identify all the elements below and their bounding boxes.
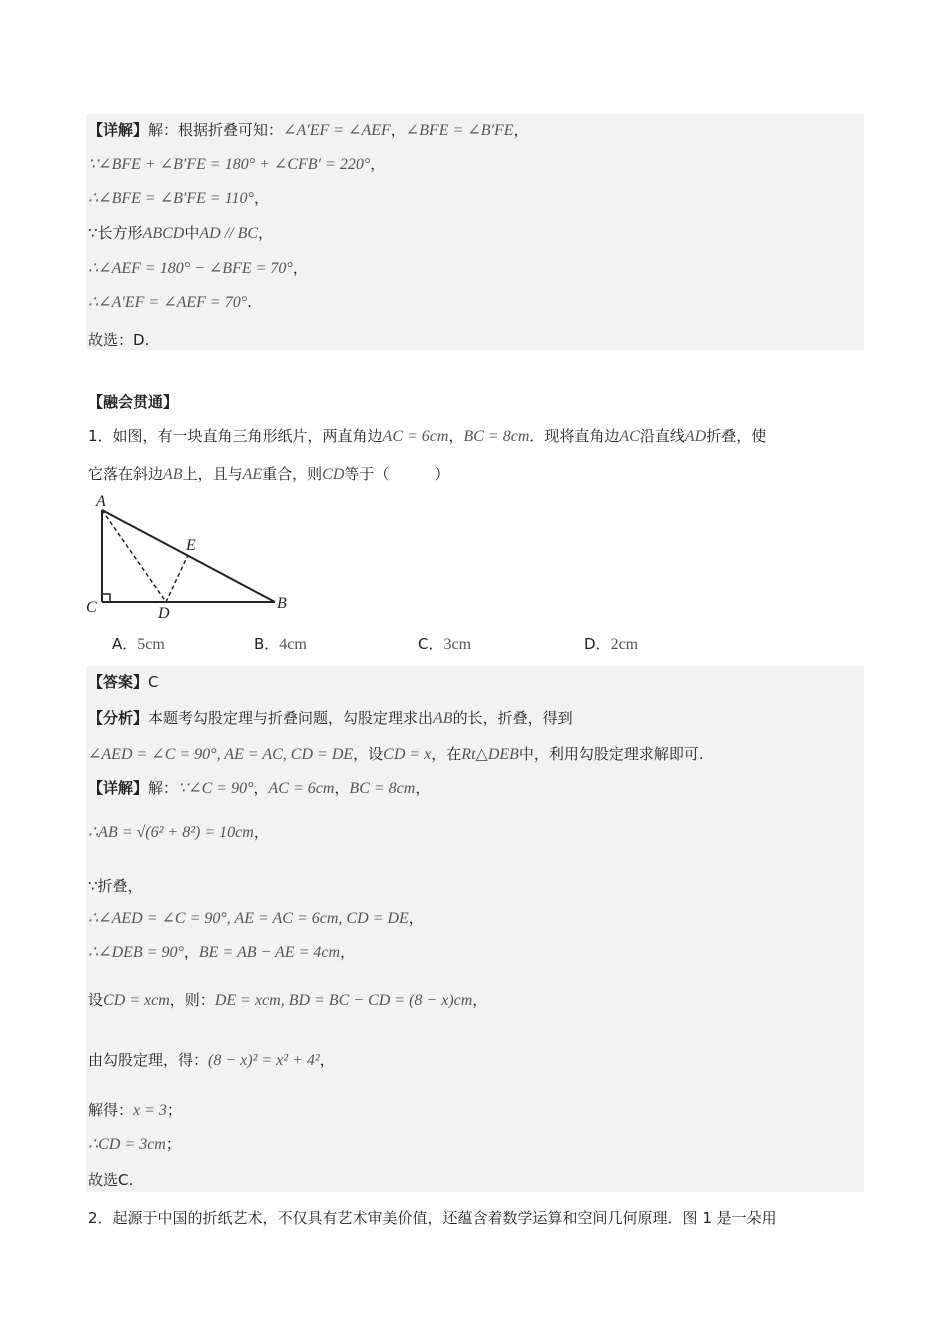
text: 折叠，使 [706, 427, 767, 445]
text: ， [415, 779, 431, 797]
math-expression: Rt△DEB [461, 746, 519, 763]
math-expression: AC = 6cm [268, 780, 335, 797]
math-expression: ∵∠BFE + ∠B′FE = 180° + ∠CFB′ = 220° [88, 156, 371, 173]
text: ，在 [431, 745, 462, 763]
prev-solution-line-6 [88, 292, 252, 313]
prev-solution-line-4 [88, 223, 273, 244]
detail-line-4 [88, 908, 424, 929]
math-expression: ∴∠DEB = 90° [88, 944, 184, 961]
text: ， [390, 121, 406, 139]
math-expression: DE = xcm, BD = BC − CD = (8 − x)cm [214, 992, 473, 1009]
side-ab [102, 510, 275, 602]
math-expression: ∠BFE = ∠B′FE [405, 122, 514, 139]
analysis-line-1 [88, 708, 573, 729]
math-expression: ∴∠A′EF = ∠AEF = 70° [88, 294, 248, 311]
text: ， [340, 943, 356, 961]
text: ； [166, 1101, 182, 1119]
text: 1．如图，有一块直角三角形纸片，两直角边 [88, 427, 383, 445]
section-title: 【融会贯通】 [88, 393, 179, 411]
option-d[interactable] [584, 634, 638, 655]
text: ∵长方形 [88, 224, 143, 242]
text: ； [165, 1135, 181, 1153]
text: 沿直线 [639, 427, 685, 445]
text: 上，且与 [182, 465, 243, 483]
option-b[interactable] [254, 634, 307, 655]
text: 本题考勾股定理与折叠问题，勾股定理求出 [148, 709, 434, 727]
text: ， [183, 943, 199, 961]
math-expression: AB [163, 466, 183, 483]
q1-line-2 [88, 464, 449, 485]
text: ， [258, 224, 274, 242]
math-expression: ∴AB = √(6² + 8²) = 10cm [88, 824, 254, 841]
text: 解得： [88, 1101, 134, 1119]
math-expression: ∵∠C = 90° [178, 780, 254, 797]
text: . [247, 293, 252, 311]
option-letter: D． [584, 635, 611, 653]
text: ， [253, 823, 269, 841]
math-expression: ∴∠AEF = 180° − ∠BFE = 70° [88, 260, 293, 277]
label-e: E [186, 537, 196, 554]
math-expression: AD // BC [199, 225, 259, 242]
text: 解：根据折叠可知： [148, 121, 284, 139]
math-expression: AC [619, 428, 640, 445]
math-expression: CD = xcm [103, 992, 170, 1009]
text: 由勾股定理，得： [88, 1051, 209, 1069]
option-value: 4cm [279, 636, 307, 653]
math-expression: (8 − x)² = x² + 4² [208, 1052, 320, 1069]
label-d: D [158, 605, 170, 622]
math-expression: CD [322, 466, 345, 483]
option-value: 3cm [443, 636, 472, 653]
detail-line-3 [88, 876, 143, 896]
detail-line-6 [88, 990, 487, 1011]
math-expression: ∴∠BFE = ∠B′FE = 110° [88, 190, 254, 207]
text: ∵折叠， [88, 877, 143, 895]
detail-heading: 【详解】 [88, 121, 149, 139]
text: 解： [148, 779, 179, 797]
math-expression: ∠AED = ∠C = 90°, AE = AC, CD = DE [88, 746, 354, 763]
text: ，则： [169, 991, 215, 1009]
text: ， [472, 991, 488, 1009]
answer-line [88, 672, 159, 692]
math-expression: AB [433, 710, 453, 727]
text: 中 [184, 224, 200, 242]
text: 重合，则 [262, 465, 323, 483]
fold-line-de [166, 555, 188, 602]
option-letter: B． [254, 635, 280, 653]
math-expression: AE [242, 466, 263, 483]
detail-line-9 [88, 1134, 181, 1155]
answer-heading: 【答案】 [88, 673, 149, 691]
math-expression: ∠A′EF = ∠AEF [283, 122, 391, 139]
analysis-heading: 【分析】 [88, 709, 149, 727]
text: ， [513, 121, 529, 139]
text: 2．起源于中国的折纸艺术，不仅具有艺术审美价值，还蕴含着数学运算和空间几何原理．图 1 是一朵用 [88, 1209, 777, 1227]
prev-solution-line-2 [88, 154, 385, 175]
label-a: A [96, 493, 106, 510]
math-expression: ABCD [142, 225, 185, 242]
fold-line-ad [102, 510, 166, 602]
text: ， [370, 155, 386, 173]
triangle-figure [80, 492, 300, 622]
detail-line-8 [88, 1100, 182, 1121]
label-c: C [86, 599, 97, 616]
option-c[interactable] [418, 634, 471, 655]
text: ， [292, 259, 308, 277]
option-letter: C． [418, 635, 444, 653]
math-expression: AD [684, 428, 707, 445]
text: ，设 [353, 745, 384, 763]
answer-value: C [148, 673, 159, 691]
option-letter: A． [112, 635, 138, 653]
option-value: 2cm [610, 636, 639, 653]
prev-solution-line-7 [88, 330, 149, 350]
q1-line-1 [88, 426, 766, 447]
math-expression: BC = 8cm [463, 428, 530, 445]
detail-line-10 [88, 1170, 133, 1190]
text: 的长，折叠，得到 [452, 709, 573, 727]
right-angle-mark [102, 594, 110, 602]
math-expression: BE = AB − AE = 4cm [198, 944, 341, 961]
prev-solution-line-5 [88, 258, 308, 279]
label-b: B [277, 595, 287, 612]
detail-line-2 [88, 822, 269, 843]
prev-solution-line-1 [88, 120, 529, 141]
text: ， [448, 427, 464, 445]
text: 故选：D. [88, 331, 150, 349]
math-expression: ∴CD = 3cm [88, 1136, 166, 1153]
math-expression: ∴∠AED = ∠C = 90°, AE = AC = 6cm, CD = DE [88, 910, 409, 927]
text: 中，利用勾股定理求解即可. [518, 745, 704, 763]
text: 故选C. [88, 1171, 134, 1189]
text: 设 [88, 991, 104, 1009]
text: ．现将直角边 [529, 427, 620, 445]
detail-line-5 [88, 942, 355, 963]
analysis-line-2 [88, 744, 704, 765]
option-value: 5cm [137, 636, 165, 653]
prev-solution-line-3 [88, 188, 269, 209]
q2-line-1 [88, 1208, 777, 1228]
math-expression: x = 3 [133, 1102, 167, 1119]
math-expression: BC = 8cm [349, 780, 416, 797]
text: 它落在斜边 [88, 465, 164, 483]
text: 等于（ ） [344, 465, 450, 483]
text: ， [334, 779, 350, 797]
text: ， [253, 779, 269, 797]
math-expression: CD = x [383, 746, 432, 763]
text: ， [253, 189, 269, 207]
text: ， [319, 1051, 335, 1069]
detail-line-1 [88, 778, 430, 799]
detail-line-7 [88, 1050, 335, 1071]
math-expression: AC = 6cm [382, 428, 449, 445]
detail-heading: 【详解】 [88, 779, 149, 797]
text: ， [408, 909, 424, 927]
option-a[interactable] [112, 634, 165, 655]
